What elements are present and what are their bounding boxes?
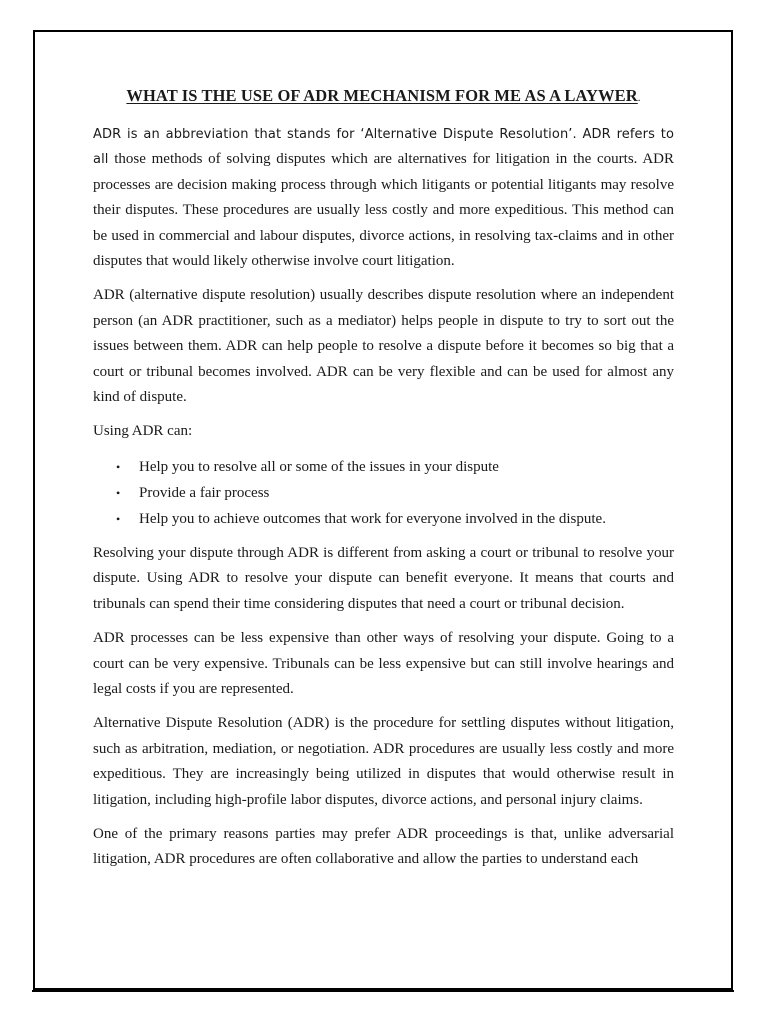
bullet-icon: • (116, 459, 121, 474)
paragraph-reasons: One of the primary reasons parties may prefer ADR proceedings is that, unlike adversarial litigation, ADR procedures are often collaborative and allow the parties to understand each (93, 825, 674, 868)
document-body (93, 84, 674, 882)
benefits-list (93, 454, 674, 532)
list-item-text: Help you to achieve outcomes that work for everyone involved in the dispute. (139, 510, 606, 527)
document-title-dot: . (637, 92, 641, 104)
document-title-text: WHAT IS THE USE OF ADR MECHANISM FOR ME AS A LAYWER (126, 86, 638, 105)
paragraph-procedure: Alternative Dispute Resolution (ADR) is the procedure for settling disputes without litigation, such as arbitration, mediation, or negotiation. ADR procedures are usually less costly and more expeditious. They are increasingly being utilized in disputes that would otherwise result in litigation, including high-profile labor disputes, divorce actions, and personal injury claims. (93, 715, 674, 808)
bullet-icon: • (116, 511, 121, 526)
bullet-icon: • (116, 485, 121, 500)
paragraph-description: ADR (alternative dispute resolution) usually describes dispute resolution where an independent person (an ADR practitioner, such as a mediator) helps people in dispute to try to sort out the issues between them. ADR can help people to resolve a dispute before it becomes so big that a court or tribunal becomes involved. ADR can be very flexible and can be used for almost any kind of dispute. (93, 287, 674, 406)
paragraph-definition (93, 122, 674, 274)
list-item (116, 506, 674, 532)
paragraph-definition-rest: those methods of solving disputes which are alternatives for litigation in the courts. ADR processes are decision making process through which litigants or potential litigants may resolve their disputes. These procedures are usually less costly and more expeditious. This method can be used in commercial and labour disputes, divorce actions, in resolving tax-claims and in other disputes that would likely otherwise involve court litigation. (93, 151, 674, 270)
paragraph-definition-lead: ADR is an abbreviation that stands for ‘Alternative Dispute Resolution’. ADR refers to all (93, 127, 674, 168)
list-item (116, 454, 674, 480)
list-item (116, 480, 674, 506)
using-adr-intro: Using ADR can: (93, 423, 193, 440)
paragraph-difference: Resolving your dispute through ADR is different from asking a court or tribunal to resolve your dispute. Using ADR to resolve your dispute can benefit everyone. It means that courts and tribunals can spend their time considering disputes that need a court or tribunal decision. (93, 544, 674, 612)
paragraph-cost: ADR processes can be less expensive than other ways of resolving your dispute. Going to a court can be very expensive. Tribunals can be less expensive but can still involve hearings and legal costs if you are represented. (93, 630, 674, 697)
list-item-text: Help you to resolve all or some of the issues in your dispute (139, 458, 499, 475)
list-item-text: Provide a fair process (139, 484, 270, 501)
document-title (93, 84, 674, 110)
